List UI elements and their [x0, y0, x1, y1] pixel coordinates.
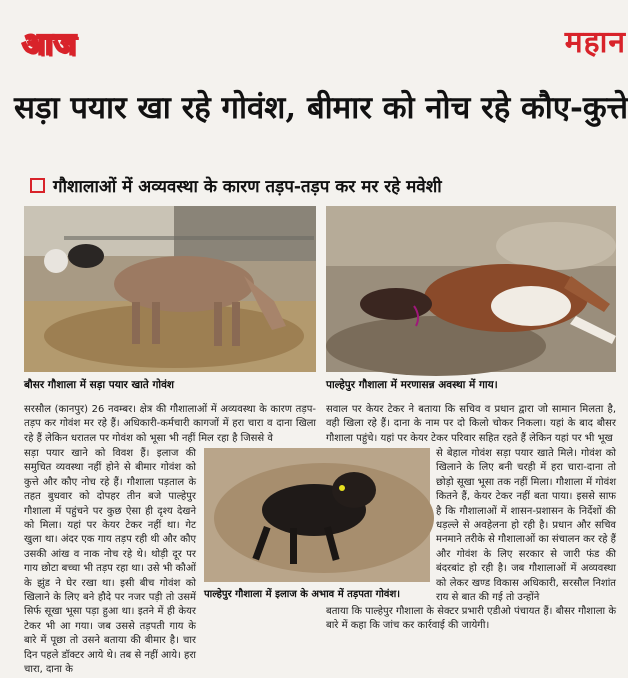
subheadline	[30, 174, 620, 197]
photo2-caption: पाल्हेपुर गौशाला में मरणासन्न अवस्था में गाय।	[326, 379, 498, 391]
brand-logo-left: आज	[22, 27, 77, 62]
article-col2-top	[326, 403, 616, 447]
subheadline-text: गौशालाओं में अव्यवस्था के कारण तड़प-तड़प कर मर रहे मवेशी	[53, 177, 442, 197]
article-col2-bottom	[326, 605, 616, 639]
photo3-caption: पाल्हेपुर गौशाला में इलाज के अभाव में तड़पता गोवंश।	[204, 589, 401, 600]
photo1-caption: बौसर गौशाला में सड़ा पयार खाते गोवंश	[24, 379, 175, 391]
photo-cow-eating-straw	[24, 206, 316, 372]
article-col2-right	[436, 447, 616, 605]
article-paragraph: सवाल पर केयर टेकर ने बताया कि सचिव व प्रधान द्वारा जो सामान मिलता है, वही खिला रहे हैं। दाना के नाम पर दो किलो चोकर निकला। यहां के बाद बौसर गौशाला पहुंचे। यहां पर केयर टेकर परिवार सहित रहते हैं लेकिन यहां पर भी भूख	[326, 404, 616, 444]
article-paragraph: सरसौल (कानपुर) 26 नवम्बर। क्षेत्र की गौशालाओं में अव्यवस्था के कारण तड़प-तड़प कर गोवंश मर रहे हैं। अधिकारी-कर्मचारी कागजों में हरा चारा व दाना खिला रहे हैं लेकिन धरातल पर गोवंश को भूसा भी नहीं मिल रहा है जिससे वे	[24, 404, 316, 444]
photo-suffering-calf	[204, 448, 430, 582]
photo-dying-cow	[326, 206, 616, 372]
article-paragraph: से बेहाल गोवंश सड़ा पयार खाते मिले। गोवंश को खिलाने के लिए बनी चरही में हरा चारा-दाना तो छोड़ो सूखा भूसा तक नहीं मिला। गौशाला में गोवंश कितने हैं, केयर टेकर नहीं बता पाया। इससे साफ है कि गौशालाओं में शासन-प्रशासन के निर्देशों की धड़ल्ले से अवहेलना हो रही है। प्रधान और सचिव मनमाने तरीके से गौशालाओं का संचालन कर रहे हैं और गोवंश के लिए सरकार से जारी फंड की बंदरबांट हो रही है। जब गौशालाओं में अव्यवस्था को लेकर खण्ड विकास अधिकारी, सरसौल निशांत राय से बात की गई तो उन्होंने	[436, 448, 616, 604]
article-paragraph: सड़ा पयार खाने को विवश हैं। इलाज की समुचित व्यवस्था नहीं होने से बीमार गोवंश को कुत्ते और कौए नोच रहे हैं। गौशाला पड़ताल के तहत बुधवार को दोपहर तीन बजे पाल्हेपुर गौशाला में पहुंचने पर कुछ ऐसा ही दृश्य देखने को मिला। यहां पर केयर टेकर नहीं था। गेट खुला था। अंदर एक गाय तड़प रही थी और कौए उसकी आंख व नाक नोच रहे थे। थोड़ी दूर पर गाय छोटा बच्चा भी तड़प रहा था। उसे भी कौओं के झुंड ने घेर रखा था। इसी बीच गोवंश को खिलाने के लिए बने हौदे पर नजर पड़ी तो उसमें सिर्फ सूखा भूसा पड़ा हुआ था। इतने में ही केयर टेकर भी आ गया। जब उससे तड़पती गाय के बारे में पूछा तो उसने बताया की बीमार है। चार दिन पहले डॉक्टर आये थे। तब से नहीं आये। हरा चारा, दाना के	[24, 448, 196, 676]
article-col1-top	[24, 403, 316, 447]
bullet-square-icon	[30, 178, 45, 193]
article-paragraph: बताया कि पाल्हेपुर गौशाला के सेक्टर प्रभारी एडीओ पंचायत हैं। बौसर गौशाला के बारे में कहा कि जांच कर कार्रवाई की जायेगी।	[326, 606, 616, 632]
article-col1-bottom	[24, 447, 196, 676]
headline: सड़ा पयार खा रहे गोवंश, बीमार को नोच रहे कौए-कुत्ते	[14, 90, 628, 126]
brand-logo-right: महान	[564, 25, 626, 60]
masthead	[0, 0, 628, 78]
